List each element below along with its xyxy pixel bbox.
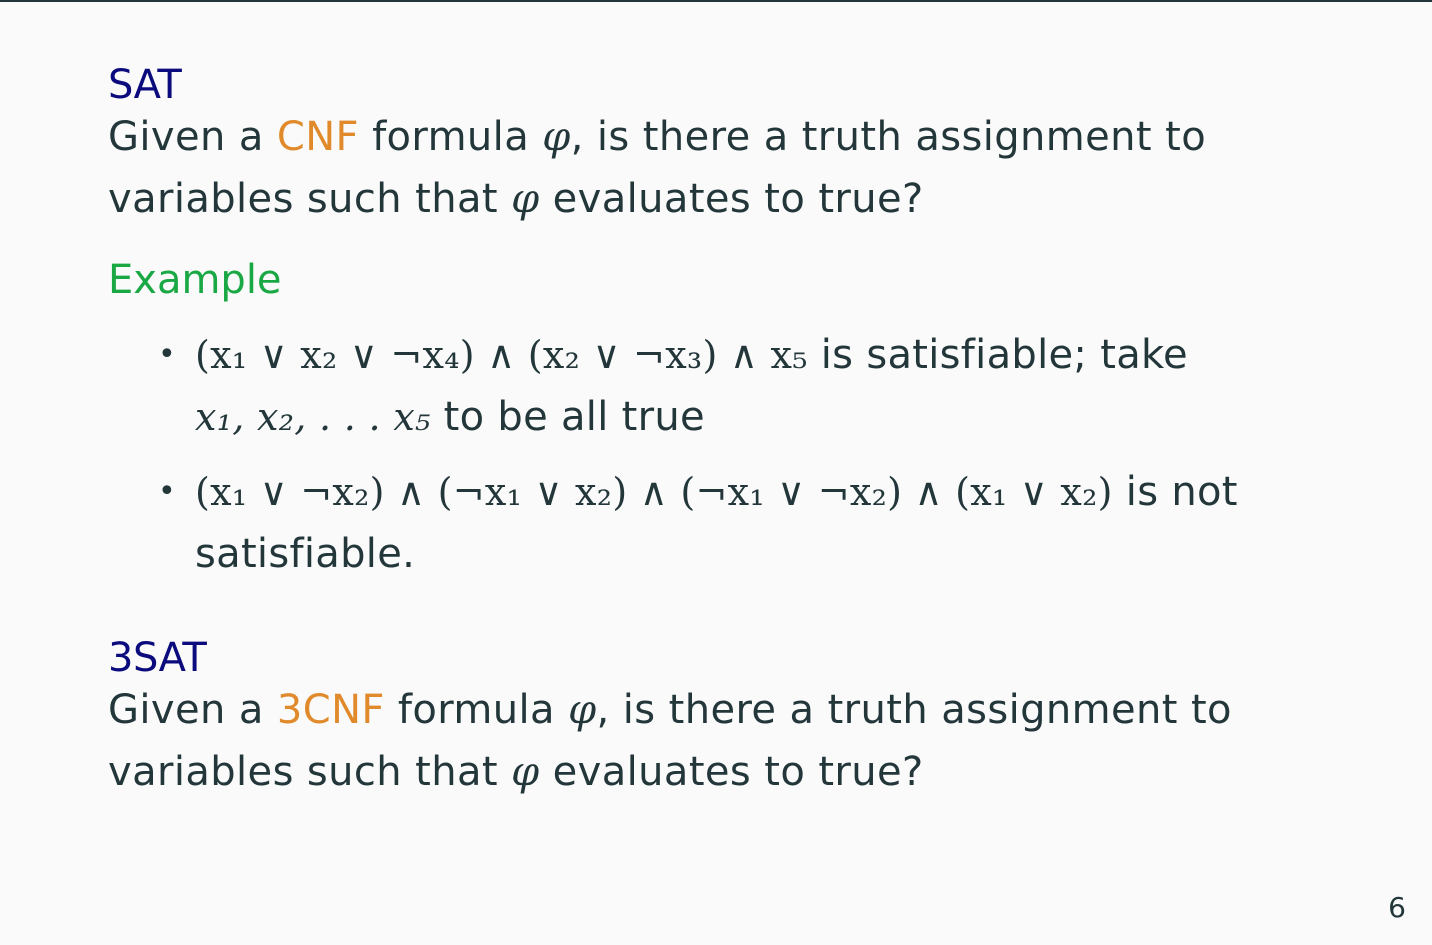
sat-title: SAT bbox=[108, 62, 182, 108]
3sat-text-pre: Given a bbox=[108, 687, 277, 733]
3sat-text-post: , is there a truth assignment to variables such that bbox=[108, 687, 1232, 795]
sat-text-pre: Given a bbox=[108, 114, 277, 160]
sat-text-post: , is there a truth assignment to variables such that bbox=[108, 114, 1207, 222]
sat-text-mid: formula bbox=[358, 114, 543, 160]
example-list bbox=[158, 324, 1308, 585]
bullet-icon: • bbox=[158, 474, 176, 509]
bullet-icon: • bbox=[158, 337, 176, 372]
list-item bbox=[158, 324, 1308, 448]
satisfiable-formula: (x₁ ∨ x₂ ∨ ¬x₄) ∧ (x₂ ∨ ¬x₃) ∧ x₅ bbox=[195, 333, 808, 377]
variables-list: x₁, x₂, . . . x₅ bbox=[195, 395, 431, 439]
example-heading-block bbox=[108, 258, 1368, 302]
item1-text: is satisfiable; take bbox=[807, 332, 1188, 378]
item2-text: is not satisfiable. bbox=[195, 469, 1238, 577]
phi-symbol: φ bbox=[511, 749, 540, 795]
item1-text-end: to be all true bbox=[430, 394, 705, 440]
unsatisfiable-formula: (x₁ ∨ ¬x₂) ∧ (¬x₁ ∨ x₂) ∧ (¬x₁ ∨ ¬x₂) ∧ (x₁ ∨ x₂) bbox=[195, 470, 1113, 514]
cnf-term: CNF bbox=[276, 114, 359, 160]
3sat-title: 3SAT bbox=[108, 635, 207, 681]
example-title: Example bbox=[108, 257, 282, 303]
3cnf-term: 3CNF bbox=[276, 687, 385, 733]
phi-symbol: φ bbox=[568, 687, 597, 733]
sat-text-end: evaluates to true? bbox=[539, 176, 924, 222]
phi-symbol: φ bbox=[542, 114, 571, 160]
3sat-text-end: evaluates to true? bbox=[539, 749, 924, 795]
list-item bbox=[158, 461, 1308, 585]
slide-top-rule bbox=[0, 0, 1432, 2]
3sat-definition-block bbox=[108, 637, 1368, 803]
3sat-text-mid: formula bbox=[384, 687, 569, 733]
3sat-definition-text bbox=[108, 679, 1368, 803]
sat-definition-text bbox=[108, 106, 1368, 230]
sat-definition-block bbox=[108, 64, 1368, 230]
page-number: 6 bbox=[1388, 891, 1406, 924]
phi-symbol: φ bbox=[511, 176, 540, 222]
